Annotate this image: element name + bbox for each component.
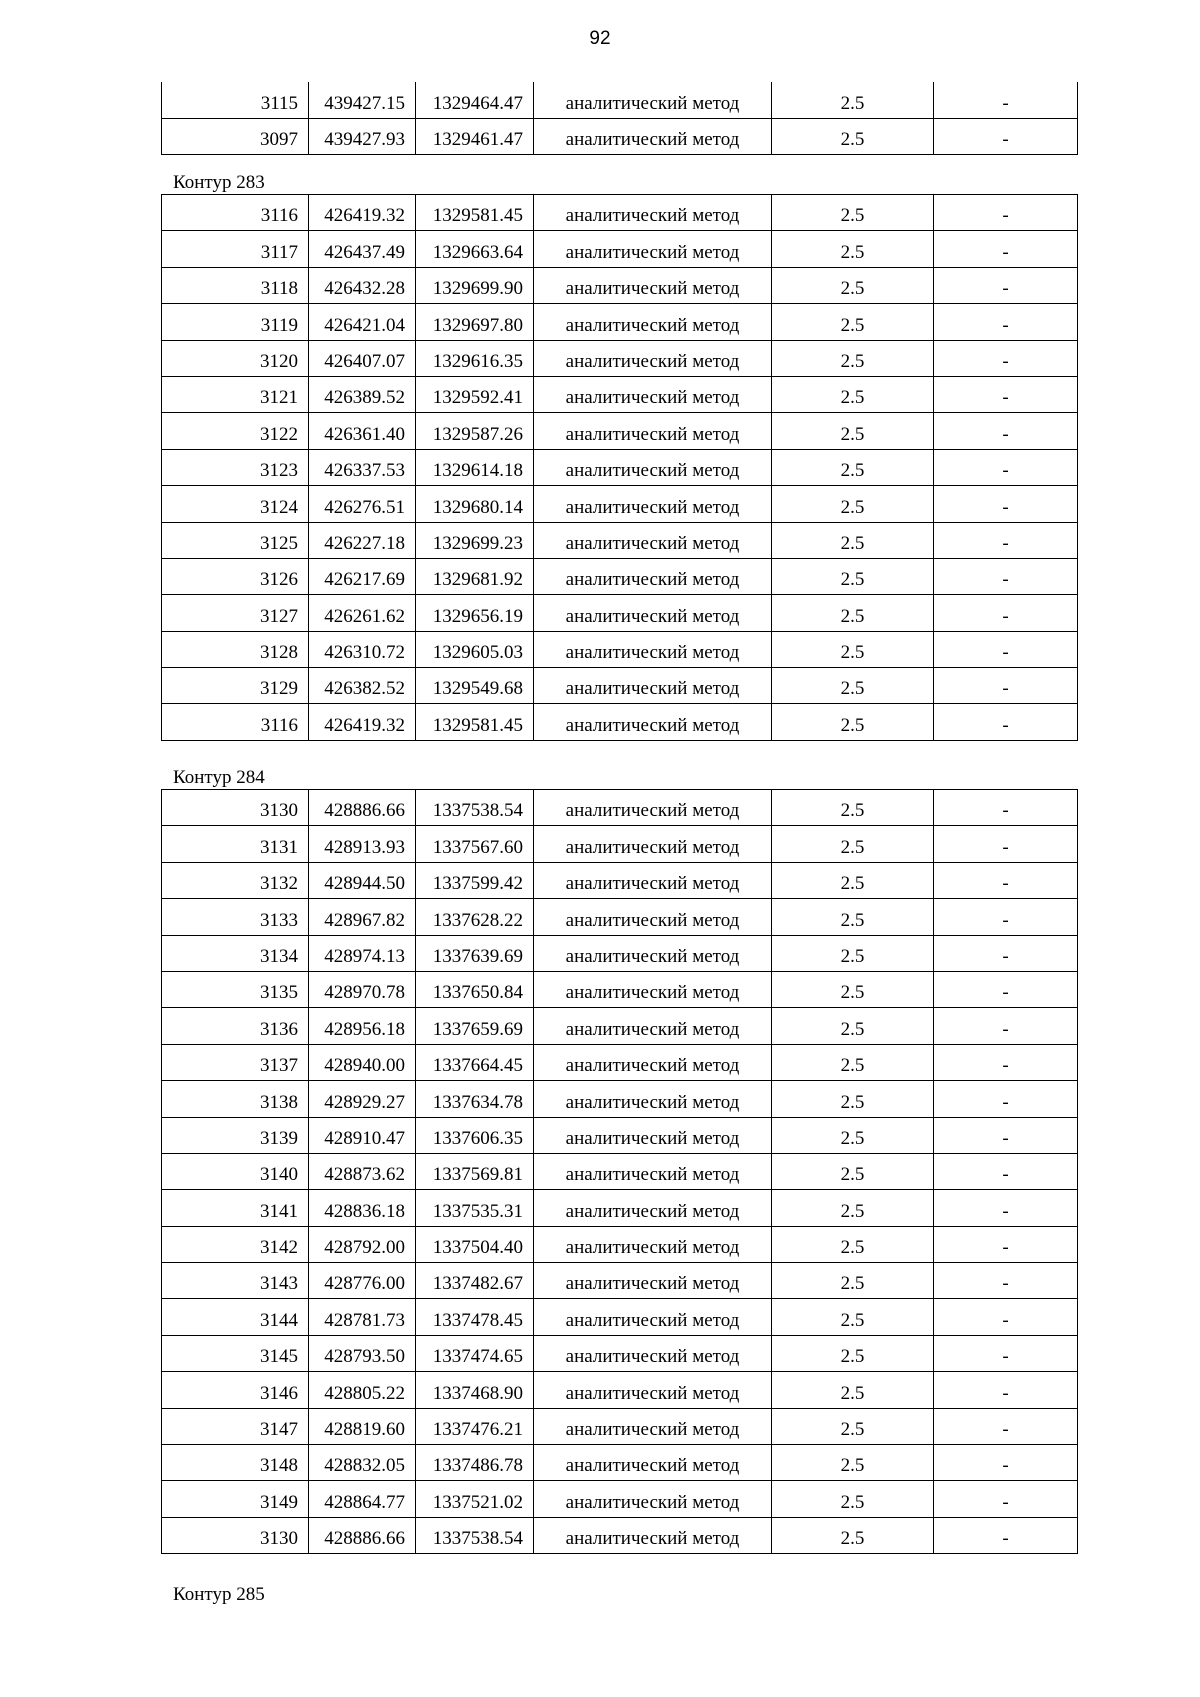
coordinates-table-contour-283: [161, 194, 1078, 741]
accuracy-cell: 2.5: [772, 1299, 934, 1335]
accuracy-cell: 2.5: [772, 522, 934, 558]
table-row: [162, 1445, 1078, 1481]
accuracy-cell: 2.5: [772, 1408, 934, 1444]
point-number-cell: 3118: [162, 267, 309, 303]
method-cell: аналитический метод: [534, 231, 772, 267]
point-number-cell: 3128: [162, 631, 309, 667]
y-coordinate-cell: 1337567.60: [416, 826, 534, 862]
method-cell: аналитический метод: [534, 376, 772, 412]
point-number-cell: 3126: [162, 558, 309, 594]
y-coordinate-cell: 1337659.69: [416, 1008, 534, 1044]
x-coordinate-cell: 428792.00: [309, 1226, 416, 1262]
table-row: [162, 1190, 1078, 1226]
method-cell: аналитический метод: [534, 413, 772, 449]
table-row: [162, 558, 1078, 594]
y-coordinate-cell: 1329681.92: [416, 558, 534, 594]
point-number-cell: 3145: [162, 1335, 309, 1371]
description-cell: -: [934, 862, 1078, 898]
point-number-cell: 3116: [162, 704, 309, 740]
description-cell: -: [934, 935, 1078, 971]
accuracy-cell: 2.5: [772, 899, 934, 935]
x-coordinate-cell: 428864.77: [309, 1481, 416, 1517]
x-coordinate-cell: 426261.62: [309, 595, 416, 631]
method-cell: аналитический метод: [534, 1372, 772, 1408]
y-coordinate-cell: 1329614.18: [416, 449, 534, 485]
point-number-cell: 3136: [162, 1008, 309, 1044]
description-cell: -: [934, 1008, 1078, 1044]
x-coordinate-cell: 428793.50: [309, 1335, 416, 1371]
x-coordinate-cell: 428913.93: [309, 826, 416, 862]
method-cell: аналитический метод: [534, 304, 772, 340]
accuracy-cell: 2.5: [772, 413, 934, 449]
table-row: [162, 1372, 1078, 1408]
description-cell: -: [934, 1044, 1078, 1080]
point-number-cell: 3130: [162, 790, 309, 826]
point-number-cell: 3146: [162, 1372, 309, 1408]
method-cell: аналитический метод: [534, 82, 772, 118]
accuracy-cell: 2.5: [772, 118, 934, 154]
accuracy-cell: 2.5: [772, 1517, 934, 1553]
method-cell: аналитический метод: [534, 1153, 772, 1189]
y-coordinate-cell: 1337538.54: [416, 1517, 534, 1553]
accuracy-cell: 2.5: [772, 82, 934, 118]
description-cell: -: [934, 413, 1078, 449]
x-coordinate-cell: 426361.40: [309, 413, 416, 449]
x-coordinate-cell: 428805.22: [309, 1372, 416, 1408]
method-cell: аналитический метод: [534, 899, 772, 935]
x-coordinate-cell: 428873.62: [309, 1153, 416, 1189]
x-coordinate-cell: 426276.51: [309, 486, 416, 522]
table-row: [162, 631, 1078, 667]
x-coordinate-cell: 428886.66: [309, 790, 416, 826]
table-row: [162, 267, 1078, 303]
description-cell: -: [934, 631, 1078, 667]
point-number-cell: 3133: [162, 899, 309, 935]
y-coordinate-cell: 1337569.81: [416, 1153, 534, 1189]
y-coordinate-cell: 1329699.90: [416, 267, 534, 303]
y-coordinate-cell: 1337535.31: [416, 1190, 534, 1226]
contour-284-title: Контур 284: [173, 767, 265, 788]
table-row: [162, 899, 1078, 935]
method-cell: аналитический метод: [534, 668, 772, 704]
y-coordinate-cell: 1329464.47: [416, 82, 534, 118]
description-cell: -: [934, 790, 1078, 826]
table-row: [162, 1335, 1078, 1371]
accuracy-cell: 2.5: [772, 826, 934, 862]
x-coordinate-cell: 426310.72: [309, 631, 416, 667]
table-row: [162, 1226, 1078, 1262]
x-coordinate-cell: 428910.47: [309, 1117, 416, 1153]
point-number-cell: 3142: [162, 1226, 309, 1262]
description-cell: -: [934, 376, 1078, 412]
accuracy-cell: 2.5: [772, 790, 934, 826]
x-coordinate-cell: 428974.13: [309, 935, 416, 971]
method-cell: аналитический метод: [534, 195, 772, 231]
accuracy-cell: 2.5: [772, 631, 934, 667]
x-coordinate-cell: 428776.00: [309, 1263, 416, 1299]
point-number-cell: 3147: [162, 1408, 309, 1444]
point-number-cell: 3117: [162, 231, 309, 267]
y-coordinate-cell: 1337639.69: [416, 935, 534, 971]
accuracy-cell: 2.5: [772, 340, 934, 376]
contour-285-title: Контур 285: [173, 1584, 265, 1605]
point-number-cell: 3125: [162, 522, 309, 558]
point-number-cell: 3130: [162, 1517, 309, 1553]
accuracy-cell: 2.5: [772, 304, 934, 340]
y-coordinate-cell: 1329656.19: [416, 595, 534, 631]
table-row: [162, 1117, 1078, 1153]
table-row: [162, 304, 1078, 340]
accuracy-cell: 2.5: [772, 486, 934, 522]
y-coordinate-cell: 1337664.45: [416, 1044, 534, 1080]
table-row: [162, 1081, 1078, 1117]
accuracy-cell: 2.5: [772, 231, 934, 267]
description-cell: -: [934, 595, 1078, 631]
x-coordinate-cell: 428832.05: [309, 1445, 416, 1481]
x-coordinate-cell: 428929.27: [309, 1081, 416, 1117]
table-row: [162, 195, 1078, 231]
table-row: [162, 1153, 1078, 1189]
x-coordinate-cell: 426432.28: [309, 267, 416, 303]
accuracy-cell: 2.5: [772, 1081, 934, 1117]
accuracy-cell: 2.5: [772, 1226, 934, 1262]
point-number-cell: 3121: [162, 376, 309, 412]
table-row: [162, 82, 1078, 118]
table-row: [162, 376, 1078, 412]
point-number-cell: 3137: [162, 1044, 309, 1080]
table-row: [162, 826, 1078, 862]
accuracy-cell: 2.5: [772, 862, 934, 898]
point-number-cell: 3140: [162, 1153, 309, 1189]
point-number-cell: 3139: [162, 1117, 309, 1153]
table-row: [162, 486, 1078, 522]
point-number-cell: 3141: [162, 1190, 309, 1226]
description-cell: -: [934, 82, 1078, 118]
x-coordinate-cell: 426421.04: [309, 304, 416, 340]
y-coordinate-cell: 1337476.21: [416, 1408, 534, 1444]
accuracy-cell: 2.5: [772, 971, 934, 1007]
accuracy-cell: 2.5: [772, 195, 934, 231]
description-cell: -: [934, 1481, 1078, 1517]
table-row: [162, 1044, 1078, 1080]
method-cell: аналитический метод: [534, 790, 772, 826]
table-row: [162, 1263, 1078, 1299]
point-number-cell: 3120: [162, 340, 309, 376]
y-coordinate-cell: 1329616.35: [416, 340, 534, 376]
x-coordinate-cell: 426217.69: [309, 558, 416, 594]
description-cell: -: [934, 304, 1078, 340]
method-cell: аналитический метод: [534, 1044, 772, 1080]
description-cell: -: [934, 668, 1078, 704]
table-row: [162, 1008, 1078, 1044]
accuracy-cell: 2.5: [772, 376, 934, 412]
x-coordinate-cell: 428836.18: [309, 1190, 416, 1226]
y-coordinate-cell: 1329699.23: [416, 522, 534, 558]
y-coordinate-cell: 1337599.42: [416, 862, 534, 898]
method-cell: аналитический метод: [534, 449, 772, 485]
point-number-cell: 3134: [162, 935, 309, 971]
y-coordinate-cell: 1329680.14: [416, 486, 534, 522]
table-row: [162, 862, 1078, 898]
x-coordinate-cell: 428886.66: [309, 1517, 416, 1553]
method-cell: аналитический метод: [534, 1335, 772, 1371]
y-coordinate-cell: 1329663.64: [416, 231, 534, 267]
table-row: [162, 790, 1078, 826]
table-row: [162, 935, 1078, 971]
description-cell: -: [934, 1226, 1078, 1262]
accuracy-cell: 2.5: [772, 1008, 934, 1044]
description-cell: -: [934, 1190, 1078, 1226]
table-row: [162, 449, 1078, 485]
accuracy-cell: 2.5: [772, 935, 934, 971]
x-coordinate-cell: 426419.32: [309, 704, 416, 740]
table-row: [162, 413, 1078, 449]
y-coordinate-cell: 1337538.54: [416, 790, 534, 826]
accuracy-cell: 2.5: [772, 1044, 934, 1080]
description-cell: -: [934, 1408, 1078, 1444]
y-coordinate-cell: 1337628.22: [416, 899, 534, 935]
accuracy-cell: 2.5: [772, 1190, 934, 1226]
y-coordinate-cell: 1337650.84: [416, 971, 534, 1007]
point-number-cell: 3127: [162, 595, 309, 631]
method-cell: аналитический метод: [534, 1226, 772, 1262]
table-row: [162, 340, 1078, 376]
method-cell: аналитический метод: [534, 118, 772, 154]
description-cell: -: [934, 1081, 1078, 1117]
description-cell: -: [934, 1263, 1078, 1299]
method-cell: аналитический метод: [534, 935, 772, 971]
y-coordinate-cell: 1337504.40: [416, 1226, 534, 1262]
description-cell: -: [934, 522, 1078, 558]
point-number-cell: 3149: [162, 1481, 309, 1517]
method-cell: аналитический метод: [534, 486, 772, 522]
accuracy-cell: 2.5: [772, 1263, 934, 1299]
description-cell: -: [934, 704, 1078, 740]
coordinates-table-continued: [161, 82, 1078, 155]
method-cell: аналитический метод: [534, 971, 772, 1007]
table-row: [162, 668, 1078, 704]
description-cell: -: [934, 340, 1078, 376]
x-coordinate-cell: 428944.50: [309, 862, 416, 898]
method-cell: аналитический метод: [534, 1481, 772, 1517]
point-number-cell: 3124: [162, 486, 309, 522]
description-cell: -: [934, 231, 1078, 267]
table-row: [162, 595, 1078, 631]
accuracy-cell: 2.5: [772, 704, 934, 740]
description-cell: -: [934, 449, 1078, 485]
y-coordinate-cell: 1337521.02: [416, 1481, 534, 1517]
x-coordinate-cell: 426337.53: [309, 449, 416, 485]
x-coordinate-cell: 428967.82: [309, 899, 416, 935]
y-coordinate-cell: 1337468.90: [416, 1372, 534, 1408]
description-cell: -: [934, 558, 1078, 594]
method-cell: аналитический метод: [534, 1517, 772, 1553]
accuracy-cell: 2.5: [772, 1335, 934, 1371]
table-row: [162, 1299, 1078, 1335]
method-cell: аналитический метод: [534, 1408, 772, 1444]
point-number-cell: 3097: [162, 118, 309, 154]
y-coordinate-cell: 1329461.47: [416, 118, 534, 154]
accuracy-cell: 2.5: [772, 1445, 934, 1481]
description-cell: -: [934, 1153, 1078, 1189]
y-coordinate-cell: 1329581.45: [416, 704, 534, 740]
table-row: [162, 231, 1078, 267]
x-coordinate-cell: 428940.00: [309, 1044, 416, 1080]
accuracy-cell: 2.5: [772, 1372, 934, 1408]
accuracy-cell: 2.5: [772, 1153, 934, 1189]
y-coordinate-cell: 1337474.65: [416, 1335, 534, 1371]
method-cell: аналитический метод: [534, 862, 772, 898]
y-coordinate-cell: 1329581.45: [416, 195, 534, 231]
x-coordinate-cell: 426419.32: [309, 195, 416, 231]
table-row: [162, 1481, 1078, 1517]
point-number-cell: 3148: [162, 1445, 309, 1481]
method-cell: аналитический метод: [534, 1299, 772, 1335]
point-number-cell: 3143: [162, 1263, 309, 1299]
y-coordinate-cell: 1337486.78: [416, 1445, 534, 1481]
table-row: [162, 118, 1078, 154]
description-cell: -: [934, 1372, 1078, 1408]
x-coordinate-cell: 428819.60: [309, 1408, 416, 1444]
x-coordinate-cell: 428956.18: [309, 1008, 416, 1044]
table-row: [162, 522, 1078, 558]
y-coordinate-cell: 1329592.41: [416, 376, 534, 412]
y-coordinate-cell: 1329605.03: [416, 631, 534, 667]
point-number-cell: 3135: [162, 971, 309, 1007]
description-cell: -: [934, 971, 1078, 1007]
point-number-cell: 3138: [162, 1081, 309, 1117]
y-coordinate-cell: 1337478.45: [416, 1299, 534, 1335]
method-cell: аналитический метод: [534, 1263, 772, 1299]
method-cell: аналитический метод: [534, 1445, 772, 1481]
coordinates-table-contour-284: [161, 789, 1078, 1554]
description-cell: -: [934, 899, 1078, 935]
y-coordinate-cell: 1337634.78: [416, 1081, 534, 1117]
method-cell: аналитический метод: [534, 1117, 772, 1153]
point-number-cell: 3129: [162, 668, 309, 704]
point-number-cell: 3131: [162, 826, 309, 862]
method-cell: аналитический метод: [534, 267, 772, 303]
y-coordinate-cell: 1329697.80: [416, 304, 534, 340]
page-number: 92: [589, 28, 611, 49]
accuracy-cell: 2.5: [772, 1481, 934, 1517]
x-coordinate-cell: 426437.49: [309, 231, 416, 267]
point-number-cell: 3119: [162, 304, 309, 340]
method-cell: аналитический метод: [534, 558, 772, 594]
x-coordinate-cell: 426382.52: [309, 668, 416, 704]
point-number-cell: 3122: [162, 413, 309, 449]
method-cell: аналитический метод: [534, 340, 772, 376]
method-cell: аналитический метод: [534, 1081, 772, 1117]
x-coordinate-cell: 428781.73: [309, 1299, 416, 1335]
accuracy-cell: 2.5: [772, 668, 934, 704]
description-cell: -: [934, 267, 1078, 303]
description-cell: -: [934, 826, 1078, 862]
x-coordinate-cell: 426407.07: [309, 340, 416, 376]
accuracy-cell: 2.5: [772, 449, 934, 485]
x-coordinate-cell: 426389.52: [309, 376, 416, 412]
table-row: [162, 704, 1078, 740]
table-row: [162, 971, 1078, 1007]
method-cell: аналитический метод: [534, 1008, 772, 1044]
description-cell: -: [934, 195, 1078, 231]
description-cell: -: [934, 1517, 1078, 1553]
point-number-cell: 3132: [162, 862, 309, 898]
description-cell: -: [934, 118, 1078, 154]
accuracy-cell: 2.5: [772, 267, 934, 303]
x-coordinate-cell: 439427.15: [309, 82, 416, 118]
method-cell: аналитический метод: [534, 522, 772, 558]
point-number-cell: 3144: [162, 1299, 309, 1335]
description-cell: -: [934, 1299, 1078, 1335]
description-cell: -: [934, 486, 1078, 522]
y-coordinate-cell: 1329587.26: [416, 413, 534, 449]
method-cell: аналитический метод: [534, 631, 772, 667]
table-row: [162, 1408, 1078, 1444]
description-cell: -: [934, 1117, 1078, 1153]
description-cell: -: [934, 1445, 1078, 1481]
x-coordinate-cell: 426227.18: [309, 522, 416, 558]
accuracy-cell: 2.5: [772, 1117, 934, 1153]
x-coordinate-cell: 428970.78: [309, 971, 416, 1007]
y-coordinate-cell: 1337606.35: [416, 1117, 534, 1153]
point-number-cell: 3116: [162, 195, 309, 231]
accuracy-cell: 2.5: [772, 595, 934, 631]
method-cell: аналитический метод: [534, 1190, 772, 1226]
x-coordinate-cell: 439427.93: [309, 118, 416, 154]
method-cell: аналитический метод: [534, 704, 772, 740]
method-cell: аналитический метод: [534, 595, 772, 631]
contour-283-title: Контур 283: [173, 172, 265, 193]
method-cell: аналитический метод: [534, 826, 772, 862]
y-coordinate-cell: 1329549.68: [416, 668, 534, 704]
table-row: [162, 1517, 1078, 1553]
point-number-cell: 3115: [162, 82, 309, 118]
point-number-cell: 3123: [162, 449, 309, 485]
description-cell: -: [934, 1335, 1078, 1371]
accuracy-cell: 2.5: [772, 558, 934, 594]
y-coordinate-cell: 1337482.67: [416, 1263, 534, 1299]
